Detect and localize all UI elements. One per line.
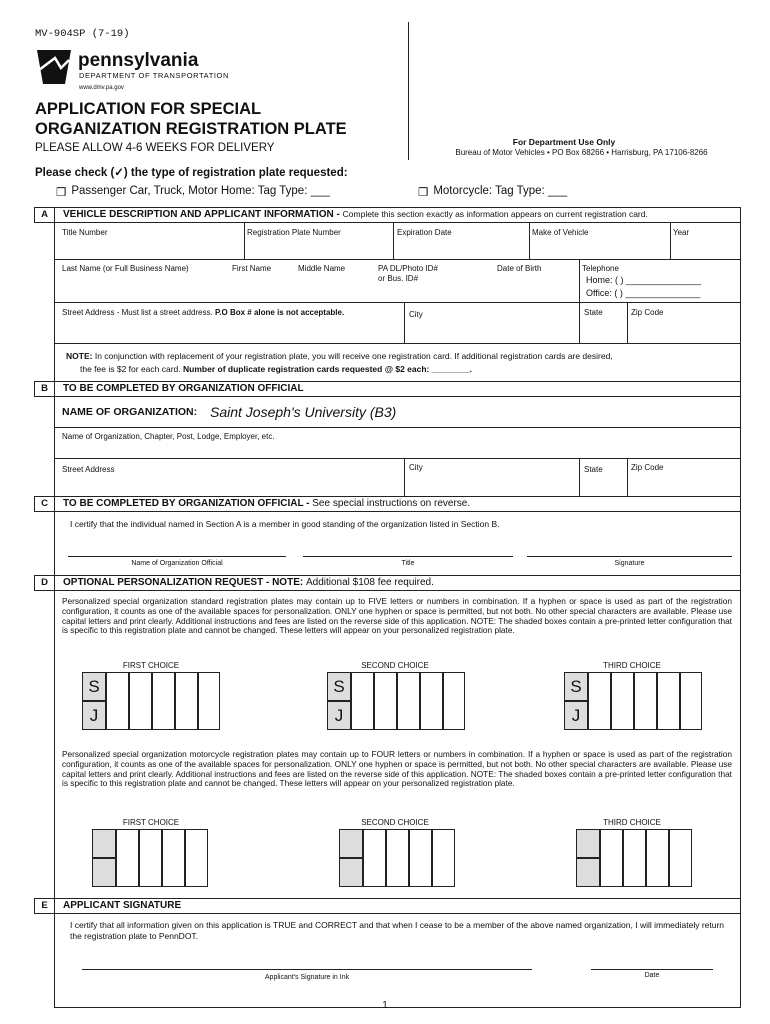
letter-box[interactable] [139,829,162,887]
check-intro: Please check (✓) the type of registration plate requested: [35,167,348,179]
letter-box[interactable] [443,672,465,730]
letter-box[interactable] [397,672,420,730]
home-phone-field[interactable]: Home: ( ) _______________ [586,275,702,285]
last-name-field[interactable]: Last Name (or Full Business Name) [62,264,189,273]
std-third-choice-grid [564,672,702,730]
preprinted-box: S [327,672,351,701]
form-title-1: APPLICATION FOR SPECIAL [35,100,262,118]
section-e-certify: I certify that all information given on this application is TRUE and CORRECT and that when I cease to be a member of the above named organization, I will immediately return the registration plate to PennDOT. [70,920,725,941]
std-second-choice-grid [327,672,465,730]
section-b-header [34,381,741,397]
letter-box[interactable] [175,672,198,730]
section-b-letter: B [35,382,55,396]
section-a-title: VEHICLE DESCRIPTION AND APPLICANT INFORMATION - [63,209,340,220]
letter-box[interactable] [669,829,692,887]
page-number: 1 [382,1000,388,1011]
expiration-date-field[interactable]: Expiration Date [397,228,452,237]
org-zip-field[interactable]: Zip Code [631,463,664,472]
letter-box[interactable] [162,829,185,887]
preprinted-box: J [327,701,351,730]
letter-box[interactable] [611,672,634,730]
title-number-field[interactable]: Title Number [62,228,108,237]
date-line[interactable] [591,969,713,970]
letter-box[interactable] [106,672,129,730]
option-motorcycle[interactable] [418,185,567,199]
section-e-header [34,898,741,914]
official-title-label: Title [401,560,415,567]
org-name-hint: Name of Organization, Chapter, Post, Lodge, Employer, etc. [62,432,275,441]
std-second-choice-label: SECOND CHOICE [361,661,429,670]
letter-box[interactable] [588,672,611,730]
street-address-field[interactable]: Street Address - Must list a street address. P.O Box # alone is not acceptable. [62,308,345,317]
state-field[interactable]: State [584,308,603,317]
official-signature-line[interactable] [527,556,732,557]
letter-box[interactable] [116,829,139,887]
official-signature-label: Signature [614,560,645,567]
section-d-header [34,575,741,591]
std-first-choice-grid [82,672,220,730]
vehicle-year-field[interactable]: Year [673,228,690,237]
form-left-rule [54,222,55,1008]
preprinted-box [92,829,116,858]
preprinted-box: S [564,672,588,701]
letter-box[interactable] [351,672,374,730]
mc-second-choice-grid [339,829,455,887]
letter-box[interactable] [623,829,646,887]
option-passenger[interactable] [56,185,330,199]
section-a-letter: A [35,208,55,222]
keystone-logo-icon [35,48,73,86]
org-street-field[interactable]: Street Address [62,465,115,474]
mc-first-choice-label: FIRST CHOICE [122,818,180,827]
preprinted-box [339,858,363,887]
letter-box[interactable] [363,829,386,887]
delivery-note: PLEASE ALLOW 4-6 WEEKS FOR DELIVERY [35,142,275,154]
letter-box[interactable] [374,672,397,730]
checkbox-passenger[interactable]: ❒ [56,187,67,199]
section-d-subtitle: Additional $108 fee required. [305,577,434,588]
logo-url: www.dmv.pa.gov [79,85,124,91]
section-d-letter: D [35,576,55,590]
preprinted-box: J [82,701,106,730]
official-name-label: Name of Organization Official [131,560,223,567]
section-e-title: APPLICANT SIGNATURE [63,900,182,911]
letter-box[interactable] [420,672,443,730]
letter-box[interactable] [680,672,702,730]
checkbox-motorcycle[interactable]: ❒ [418,187,429,199]
form-right-rule [740,222,741,1008]
preprinted-box [576,858,600,887]
applicant-signature-label: Applicant's Signature in Ink [264,974,350,981]
preprinted-box: J [564,701,588,730]
telephone-label: Telephone [582,264,619,273]
section-c-subtitle: See special instructions on reverse. [312,498,471,509]
vehicle-make-field[interactable]: Make of Vehicle [532,228,589,237]
std-third-choice-label: THIRD CHOICE [603,661,661,670]
letter-box[interactable] [600,829,623,887]
city-field[interactable]: City [409,310,423,319]
date-label: Date [644,972,660,979]
letter-box[interactable] [386,829,409,887]
logo-state: pennsylvania [78,50,199,71]
middle-name-field[interactable]: Middle Name [298,264,346,273]
mc-third-choice-grid [576,829,692,887]
mc-second-choice-label: SECOND CHOICE [361,818,429,827]
logo-dept: DEPARTMENT OF TRANSPORTATION [79,71,230,80]
letter-box[interactable] [432,829,455,887]
duplicate-cards-field[interactable]: Number of duplicate registration cards requested @ $2 each: ________. [183,364,472,374]
padl-field[interactable]: PA DL/Photo ID# [378,264,438,273]
section-d-para-standard: Personalized special organization standard registration plates may contain up to FIVE letters or numbers in combination. If a hyphen or space is used as part of the registration configuration, it counts as one of the available spaces for personalization. ONLY one hyphen or space is permitted, but not both. No other special characters are available. Please use capital letters and print clearly. Additional instructions and fees are listed on the reverse side of this application. NOTE: The shaded boxes contain a pre-printed letter configuration that is specific to this registration plate and cannot be changed. These letters will appear on your personalized registration plate. [62,596,732,636]
mc-first-choice-grid [92,829,208,887]
org-name-value[interactable]: Saint Joseph's University (B3) [210,404,397,420]
mc-third-choice-label: THIRD CHOICE [603,818,661,827]
first-name-field[interactable]: First Name [232,264,272,273]
zip-field[interactable]: Zip Code [631,308,664,317]
preprinted-box [339,829,363,858]
section-e-letter: E [35,899,55,913]
section-c-header [34,496,741,512]
applicant-signature-line[interactable] [82,969,532,970]
note-line-2: the fee is $2 for each card. Number of duplicate registration cards requested @ $2 each: ________. [80,364,472,374]
dob-field[interactable]: Date of Birth [497,264,542,273]
org-state-field[interactable]: State [584,465,603,474]
letter-box[interactable] [129,672,152,730]
letter-box[interactable] [152,672,175,730]
letter-box[interactable] [646,829,669,887]
form-title-2: ORGANIZATION REGISTRATION PLATE [35,120,347,138]
padl-field-2: or Bus. ID# [378,274,419,283]
note-line-1: NOTE: In conjunction with replacement of your registration plate, you will receive one registration card. If additional registration cards are desired, [66,351,613,361]
preprinted-box [92,858,116,887]
plate-number-field[interactable]: Registration Plate Number [247,228,341,237]
section-c-certify: I certify that the individual named in Section A is a member in good standing of the organization listed in Section B. [70,519,500,529]
section-a-subtitle: Complete this section exactly as information appears on current registration card. [342,209,648,219]
letter-box[interactable] [198,672,220,730]
section-c-title: TO BE COMPLETED BY ORGANIZATION OFFICIAL - [63,498,310,509]
preprinted-box [576,829,600,858]
letter-box[interactable] [634,672,657,730]
section-d-para-motorcycle: Personalized special organization motorcycle registration plates may contain up to FOUR letters or numbers in combination. If a hyphen or space is used as part of the registration configuration, it counts as one of the available spaces for personalization. ONLY one hyphen or space is permitted, but not both. No other special characters are available. Please use capital letters and print clearly. Additional instructions and fees are listed on the reverse side of this application. NOTE: The shaded boxes contain a pre-printed letter configuration that is specific to this registration plate and cannot be changed. These letters will appear on your personalized registration plate. [62,749,732,789]
letter-box[interactable] [185,829,208,887]
preprinted-box: S [82,672,106,701]
letter-box[interactable] [409,829,432,887]
org-name-label: NAME OF ORGANIZATION: [62,406,198,418]
option-passenger-label: Passenger Car, Truck, Motor Home: Tag Type: ___ [71,185,330,197]
official-title-line[interactable] [303,556,513,557]
org-city-field[interactable]: City [409,463,423,472]
option-motorcycle-label: Motorcycle: Tag Type: ___ [433,185,568,197]
letter-box[interactable] [657,672,680,730]
std-first-choice-label: FIRST CHOICE [122,661,180,670]
dept-use-address: Bureau of Motor Vehicles • PO Box 68266 • Harrisburg, PA 17106-8266 [455,148,708,157]
form-code: MV-904SP (7-19) [35,28,130,40]
section-a-header [34,207,741,223]
official-name-line[interactable] [68,556,286,557]
section-c-letter: C [35,497,55,511]
office-phone-field[interactable]: Office: ( ) _______________ [586,288,701,298]
dept-use-title: For Department Use Only [512,137,616,147]
section-d-title: OPTIONAL PERSONALIZATION REQUEST - NOTE: [63,577,304,588]
section-b-title: TO BE COMPLETED BY ORGANIZATION OFFICIAL [63,383,304,394]
